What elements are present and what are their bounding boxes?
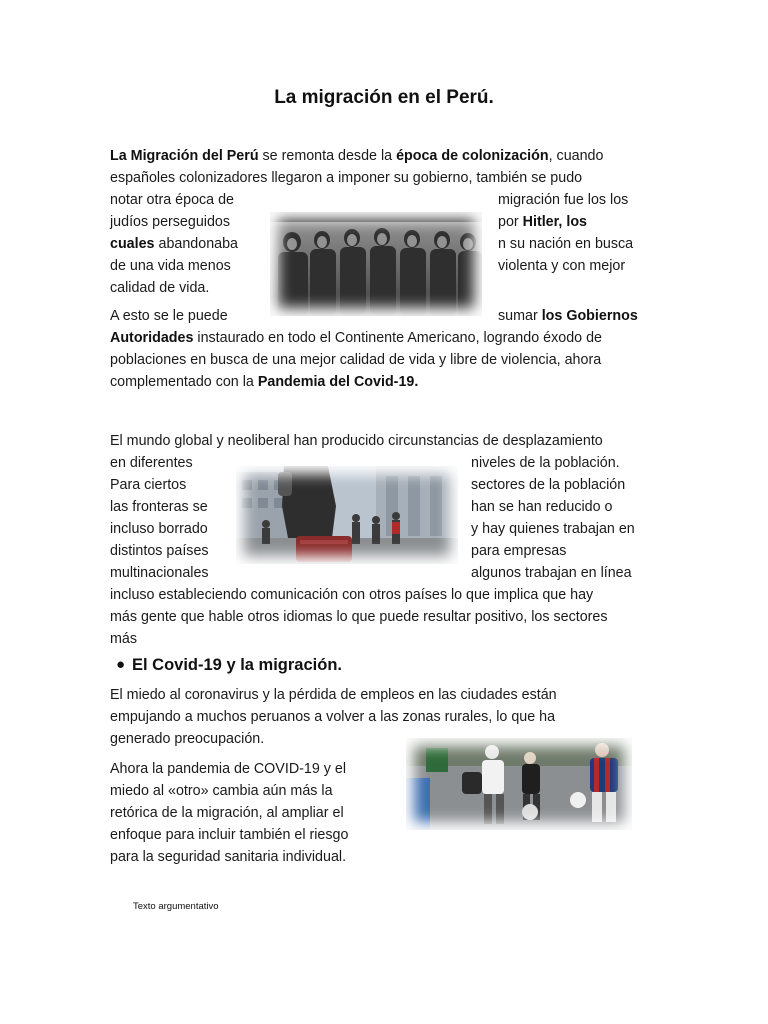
p4-line-2: empujando a muchos peruanos a volver a las zonas rurales, lo que ha — [110, 709, 556, 725]
text: se remonta desde la — [258, 148, 397, 164]
p1-line-1 — [110, 145, 603, 167]
p2-line-3: poblaciones en busca de una mejor calidad de vida y libre de violencia, ahora — [110, 352, 602, 368]
p3-line-2-left: en diferentes — [110, 455, 193, 471]
p2-line-2 — [110, 327, 602, 349]
p1-line-5-right: n su nación en busca — [498, 236, 634, 252]
p2-line-1-left: A esto se le puede — [110, 308, 228, 324]
bold-text: cuales — [110, 236, 155, 252]
bold-text: Pandemia del Covid-19. — [257, 374, 419, 390]
p1-line-6-left: de una vida menos — [110, 258, 231, 274]
historical-migrants-photo — [270, 212, 482, 316]
p1-line-4-left: judíos perseguidos — [110, 214, 231, 230]
text: abandonaba — [154, 236, 239, 252]
p4-line-1: El miedo al coronavirus y la pérdida de empleos en las ciudades están — [110, 687, 557, 703]
document-title: La migración en el Perú. — [274, 87, 494, 108]
p5-line-3: retórica de la migración, al ampliar el — [110, 805, 344, 821]
p3-line-7-left: multinacionales — [110, 565, 209, 581]
p5-line-5: para la seguridad sanitaria individual. — [110, 849, 347, 865]
p3-line-4-right: han se han reducido o — [471, 499, 613, 515]
p3-line-3-left: Para ciertos — [110, 477, 187, 493]
footer-caption: Texto argumentativo — [133, 901, 219, 912]
city-travellers-photo — [236, 466, 458, 564]
p1-line-3-left: notar otra época de — [110, 192, 234, 208]
p1-line-5-left — [110, 233, 238, 255]
text: por — [498, 214, 523, 230]
p5-line-4: enfoque para incluir también el riesgo — [110, 827, 349, 843]
p3-line-5-left: incluso borrado — [110, 521, 208, 537]
bold-text: los Gobiernos — [541, 308, 638, 324]
p1-line-7: calidad de vida. — [110, 280, 210, 296]
p3-line-1: El mundo global y neoliberal han producido circunstancias de desplazamiento — [110, 433, 603, 449]
p3-line-7-right: algunos trabajan en línea — [471, 565, 632, 581]
bold-text: Autoridades — [110, 330, 194, 346]
p1-line-2: españoles colonizadores llegaron a imponer su gobierno, también se pudo — [110, 170, 583, 186]
text: instaurado en todo el Continente Americano, logrando éxodo de — [193, 330, 602, 346]
bold-text: La Migración del Perú — [110, 148, 259, 164]
p3-line-6-left: distintos países — [110, 543, 209, 559]
p2-line-1-right — [498, 305, 638, 327]
p1-line-6-right: violenta y con mejor — [498, 258, 626, 274]
p3-line-2-right: niveles de la población. — [471, 455, 620, 471]
p1-line-4-right — [498, 211, 587, 233]
bold-text: Hitler, los — [522, 214, 587, 230]
section-heading: El Covid-19 y la migración. — [132, 656, 342, 674]
p3-line-9: más gente que hable otros idiomas lo que puede resultar positivo, los sectores — [110, 609, 608, 625]
text: sumar — [498, 308, 542, 324]
p3-line-5-right: y hay quienes trabajan en — [471, 521, 635, 537]
masked-walkers-photo — [406, 738, 632, 830]
p4-line-3: generado preocupación. — [110, 731, 265, 747]
p3-line-4-left: las fronteras se — [110, 499, 208, 515]
text: , cuando — [548, 148, 604, 164]
p3-line-3-right: sectores de la población — [471, 477, 626, 493]
p2-line-4 — [110, 371, 418, 393]
p3-line-8: incluso estableciendo comunicación con otros países lo que implica que hay — [110, 587, 594, 603]
p1-line-3-right: migración fue los los — [498, 192, 629, 208]
bullet-icon: ● — [116, 656, 126, 673]
p5-line-1: Ahora la pandemia de COVID-19 y el — [110, 761, 347, 777]
p5-line-2: miedo al «otro» cambia aún más la — [110, 783, 333, 799]
p3-line-10: más — [110, 631, 138, 647]
bold-text: época de colonización — [396, 148, 549, 164]
p3-line-6-right: para empresas — [471, 543, 567, 559]
text: complementado con la — [110, 374, 258, 390]
